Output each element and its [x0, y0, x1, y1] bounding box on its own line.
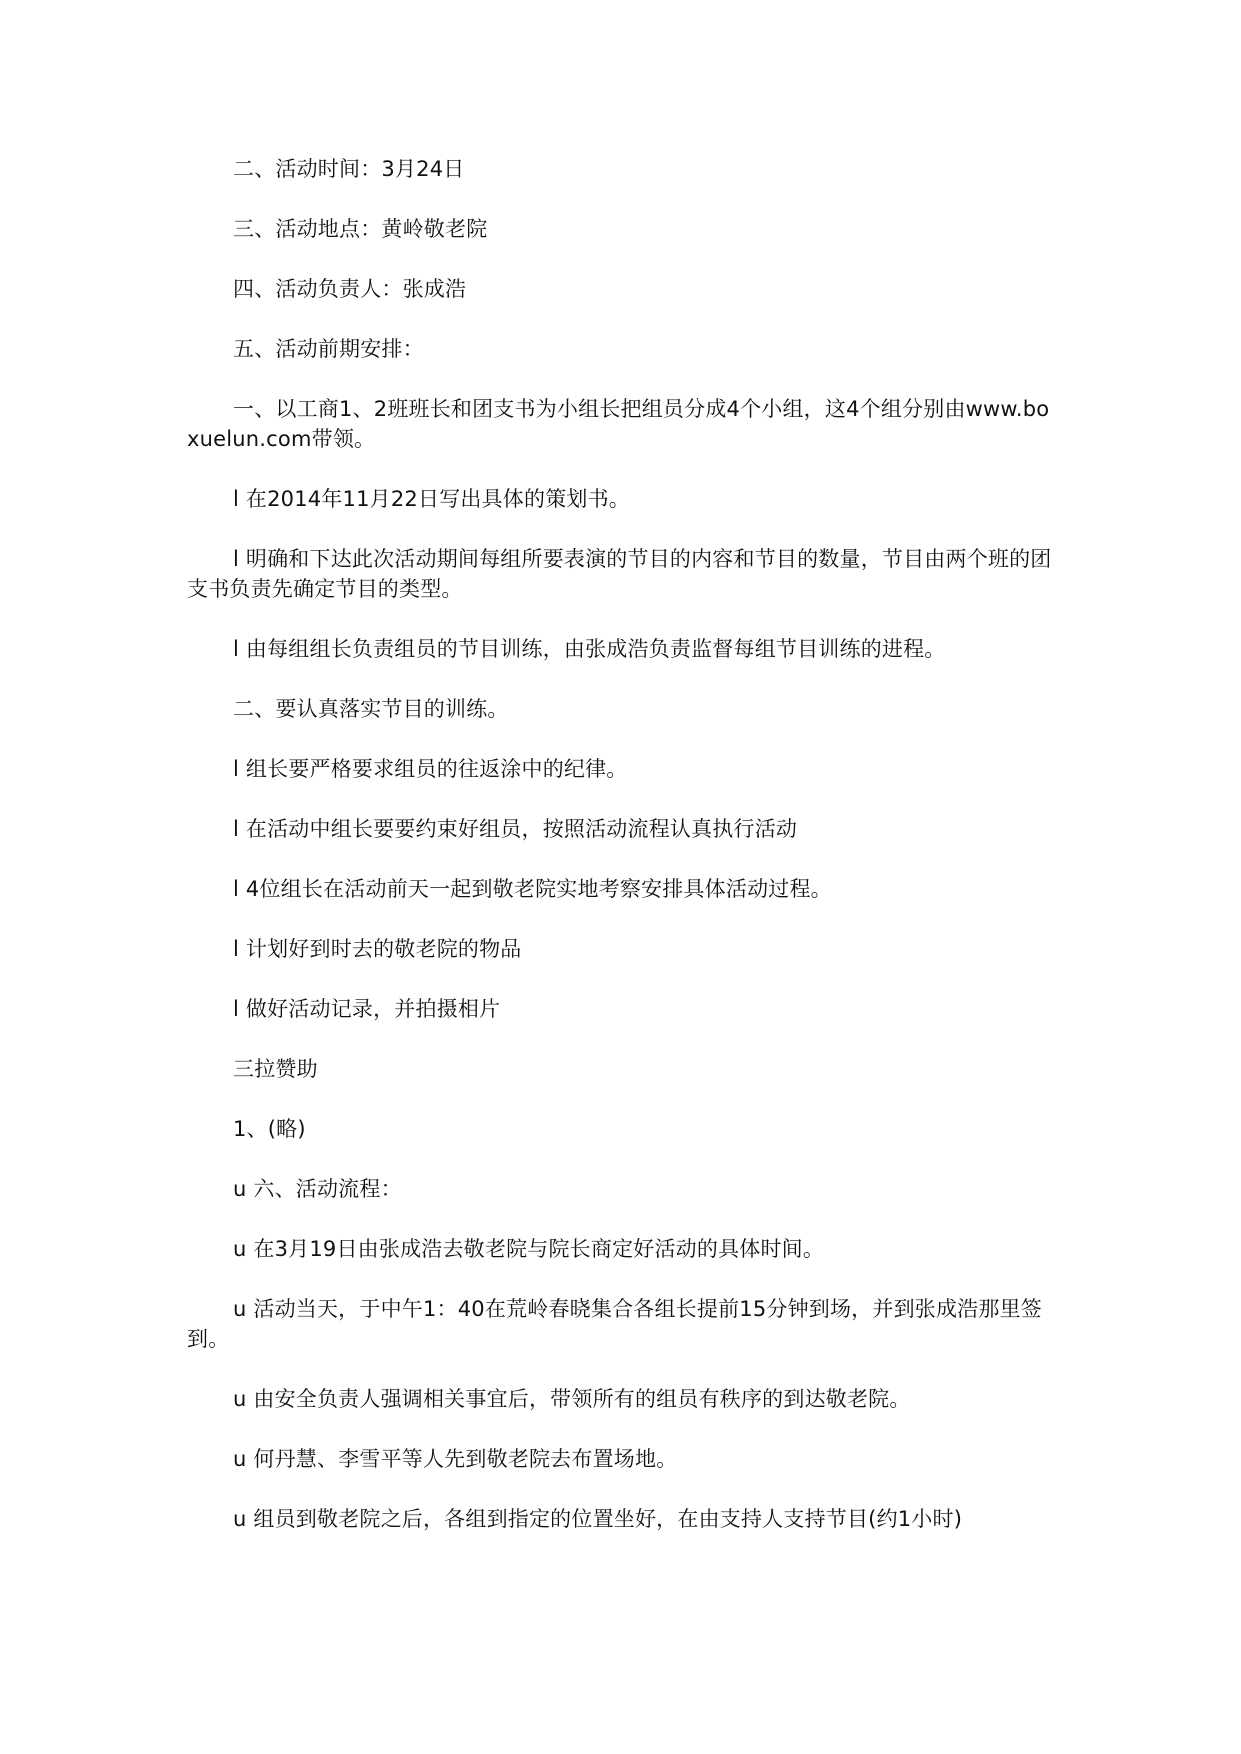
paragraph-program-training: l 由每组组长负责组员的节目训练，由张成浩负责监督每组节目训练的进程。	[233, 637, 946, 661]
paragraph-process-execution: l 在活动中组长要要约束好组员，按照活动流程认真执行活动	[233, 817, 798, 841]
paragraph-flow-step-2: u 活动当天，于中午1：40在荒岭春晓集合各组长提前15分钟到场，并到张成浩那里签到。	[187, 1297, 1042, 1351]
paragraph-sponsorship-heading: 三拉赞助	[233, 1057, 318, 1081]
paragraph-activity-location: 三、活动地点：黄岭敬老院	[233, 217, 488, 241]
paragraph-program-content: l 明确和下达此次活动期间每组所要表演的节目的内容和节目的数量，节目由两个班的团支书负责先确定节目的类型。	[187, 547, 1052, 601]
paragraph-flow-step-5: u 组员到敬老院之后，各组到指定的位置坐好，在由支持人支持节目(约1小时)	[233, 1507, 963, 1531]
paragraph-plan-date: l 在2014年11月22日写出具体的策划书。	[233, 487, 630, 511]
paragraph-activity-record: l 做好活动记录，并拍摄相片	[233, 997, 501, 1021]
paragraph-preparation-heading: 五、活动前期安排：	[233, 337, 424, 361]
paragraph-flow-step-4: u 何丹慧、李雪平等人先到敬老院去布置场地。	[233, 1447, 678, 1471]
paragraph-discipline: l 组长要严格要求组员的往返涂中的纪律。	[233, 757, 628, 781]
paragraph-training-heading: 二、要认真落实节目的训练。	[233, 697, 509, 721]
paragraph-site-inspection: l 4位组长在活动前天一起到敬老院实地考察安排具体活动过程。	[233, 877, 832, 901]
paragraph-flow-step-1: u 在3月19日由张成浩去敬老院与院长商定好活动的具体时间。	[233, 1237, 825, 1261]
paragraph-activity-time: 二、活动时间：3月24日	[233, 157, 465, 181]
paragraph-activity-owner: 四、活动负责人：张成浩	[233, 277, 467, 301]
paragraph-group-division: 一、以工商1、2班班长和团支书为小组长把组员分成4个小组，这4个组分别由www.boxuelun.com带领。	[187, 397, 1050, 451]
paragraph-sponsorship-item: 1、(略)	[233, 1117, 306, 1141]
document-body	[187, 154, 1053, 1564]
paragraph-flow-step-3: u 由安全负责人强调相关事宜后，带领所有的组员有秩序的到达敬老院。	[233, 1387, 911, 1411]
paragraph-item-plan: l 计划好到时去的敬老院的物品	[233, 937, 522, 961]
paragraph-flow-heading: u 六、活动流程：	[233, 1177, 402, 1201]
